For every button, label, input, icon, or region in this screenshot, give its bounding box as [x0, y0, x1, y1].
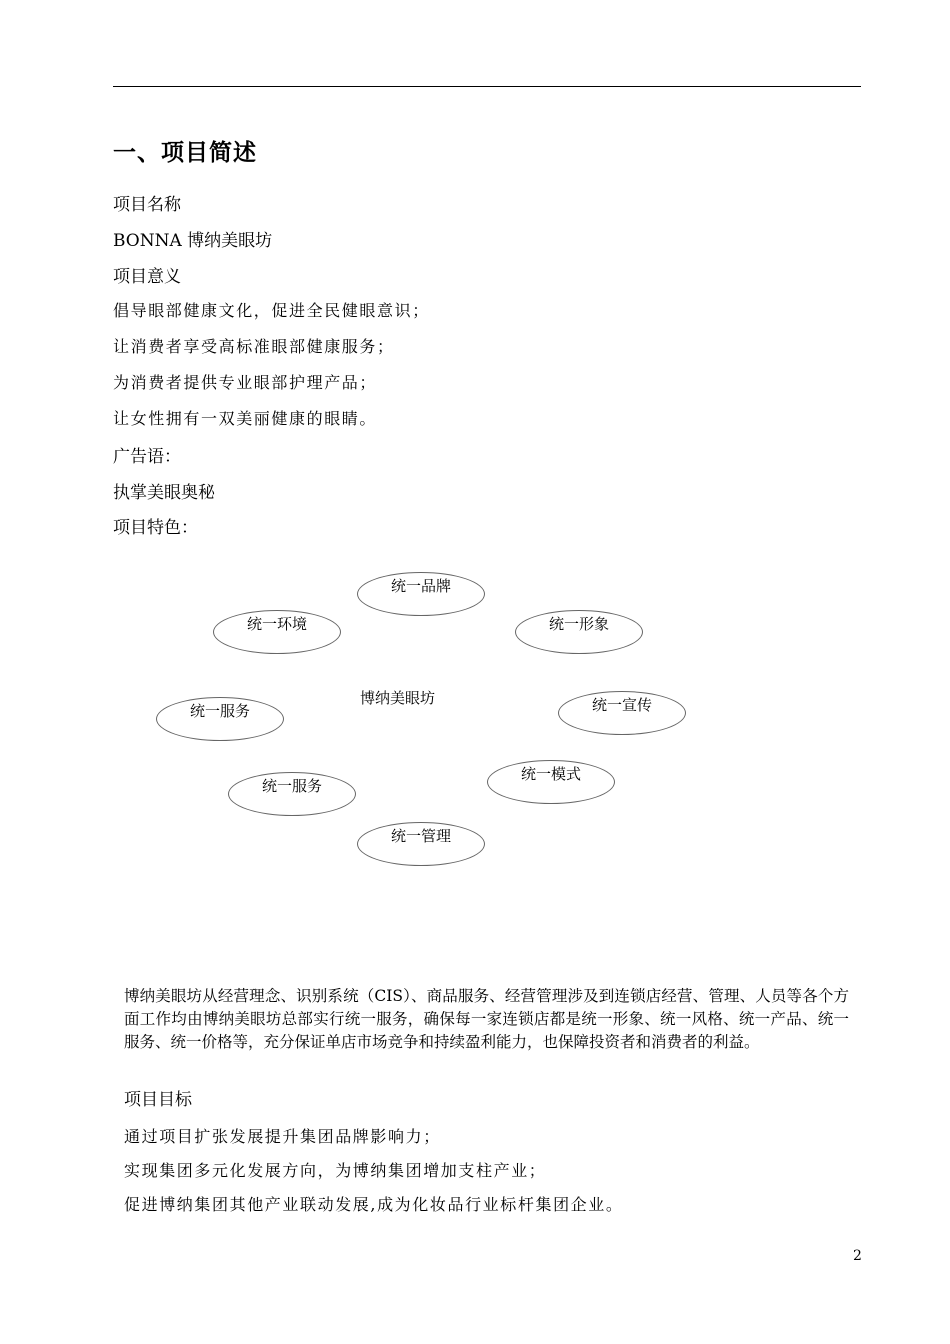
diagram-node-image: 统一形象 — [515, 610, 643, 654]
meaning-item: 让消费者享受高标准眼部健康服务； — [113, 337, 395, 356]
diagram-node-service-2: 统一服务 — [228, 772, 356, 816]
features-diagram — [0, 560, 950, 880]
meaning-item: 为消费者提供专业眼部护理产品； — [113, 373, 378, 392]
meaning-item: 倡导眼部健康文化，促进全民健眼意识； — [113, 301, 430, 320]
goal-item: 实现集团多元化发展方向，为博纳集团增加支柱产业； — [124, 1161, 547, 1180]
section-heading: 一、项目简述 — [113, 140, 257, 166]
diagram-node-service: 统一服务 — [156, 697, 284, 741]
diagram-node-promotion: 统一宣传 — [558, 691, 686, 735]
summary-paragraph: 博纳美眼坊从经营理念、识别系统（CIS）、商品服务、经营管理涉及到连锁店经营、管理、人员等各个方面工作均由博纳美眼坊总部实行统一服务，确保每一家连锁店都是统一形象、统一风格、统一产品、统一服务、统一价格等，充分保证单店市场竞争和持续盈利能力，也保障投资者和消费者的利益。 — [124, 987, 849, 1051]
goal-item: 通过项目扩张发展提升集团品牌影响力； — [124, 1127, 441, 1146]
goals-title: 项目目标 — [124, 1090, 192, 1110]
diagram-node-management: 统一管理 — [357, 822, 485, 866]
project-meaning-label: 项目意义 — [113, 267, 181, 287]
diagram-node-model: 统一模式 — [487, 760, 615, 804]
diagram-node-brand: 统一品牌 — [357, 572, 485, 616]
slogan-label: 广告语： — [113, 447, 181, 467]
header-rule — [113, 86, 861, 87]
diagram-node-environment: 统一环境 — [213, 610, 341, 654]
page-number: 2 — [853, 1248, 862, 1264]
meaning-item: 让女性拥有一双美丽健康的眼睛。 — [113, 409, 378, 428]
slogan-value: 执掌美眼奥秘 — [113, 483, 215, 503]
features-label: 项目特色： — [113, 518, 198, 538]
goal-item: 促进博纳集团其他产业联动发展,成为化妆品行业标杆集团企业。 — [124, 1195, 624, 1214]
diagram-center-label: 博纳美眼坊 — [360, 689, 436, 707]
project-name-label: 项目名称 — [113, 195, 181, 215]
project-name-value: BONNA 博纳美眼坊 — [113, 231, 273, 251]
